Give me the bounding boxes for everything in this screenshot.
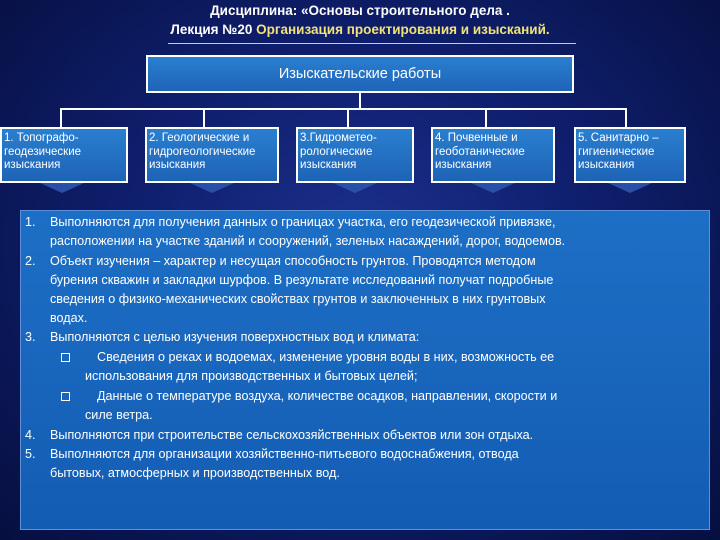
box-notch: [608, 183, 652, 193]
box-notch: [333, 183, 377, 193]
lecture-title: [0, 21, 720, 39]
connector-drop-2: [203, 108, 205, 127]
item-text: Выполняются с целью изучения поверхностных вод и климата:: [50, 330, 420, 344]
lecture-number: Лекция №20: [170, 22, 253, 37]
category-line: геоботанические: [435, 145, 525, 158]
category-topographic-geodetic: [0, 127, 128, 183]
connector-drop-5: [625, 108, 627, 127]
box-notch: [190, 183, 234, 193]
category-line: 4. Почвенные и: [435, 132, 518, 144]
subitem-text: силе ветра.: [85, 408, 153, 422]
category-line: 3.Гидрометео-: [300, 132, 377, 144]
lecture-topic: Организация проектирования и изысканий.: [256, 22, 550, 37]
category-line: рологические: [300, 145, 373, 158]
category-line: гигиенические: [578, 145, 655, 158]
item-number: 3.: [25, 330, 36, 344]
connector-drop-4: [485, 108, 487, 127]
category-line: изыскания: [435, 159, 492, 171]
connector-drop-1: [60, 108, 62, 127]
item-number: 2.: [25, 254, 36, 268]
item-text: бытовых, атмосферных и производственных вод.: [50, 466, 340, 480]
item-text: сведения о физико-механических свойствах грунтов и заключенных в них грунтовых: [50, 292, 546, 306]
connector-root-stem: [359, 93, 361, 109]
root-node-survey-works: [146, 55, 574, 93]
connector-drop-3: [347, 108, 349, 127]
item-text: Выполняются при строительстве сельскохозяйственных объектов или зон отдыха.: [50, 428, 534, 442]
checkbox-bullet-icon: [61, 353, 70, 362]
item-text: бурения скважин и закладки шурфов. В результате исследований получат подробные: [50, 273, 554, 287]
category-line: изыскания: [149, 159, 206, 171]
category-soil-geobotanical: [431, 127, 555, 183]
root-node-label: Изыскательские работы: [278, 66, 442, 82]
item-number: 5.: [25, 447, 36, 461]
subitem-text: Данные о температуре воздуха, количестве осадков, направлении, скорости и: [97, 389, 558, 403]
header-underline: [168, 43, 576, 44]
item-text: Объект изучения – характер и несущая способность грунтов. Проводятся методом: [50, 254, 536, 268]
category-hydrometeorological: [296, 127, 414, 183]
description-panel: [20, 210, 710, 530]
category-line: 5. Санитарно –: [578, 132, 659, 144]
item-text: Выполняются для организации хозяйственно-питьевого водоснабжения, отвода: [50, 447, 519, 461]
category-line: геодезические: [4, 145, 82, 158]
subitem-text: использования для производственных и бытовых целей;: [85, 369, 418, 383]
item-text: Выполняются для получения данных о границах участка, его геодезической привязке,: [50, 215, 556, 229]
category-line: изыскания: [4, 159, 61, 171]
category-line: 2. Геологические и: [149, 132, 250, 144]
category-line: 1. Топографо-: [4, 132, 79, 144]
category-line: изыскания: [578, 159, 635, 171]
category-line: изыскания: [300, 159, 357, 171]
item-text: расположении на участке зданий и сооружений, зеленых насаждений, дорог, водоемов.: [50, 234, 566, 248]
item-text: водах.: [50, 311, 88, 325]
box-notch: [40, 183, 84, 193]
category-line: гидрогеологические: [149, 145, 256, 158]
discipline-title: Дисциплина: «Основы строительного дела .: [210, 3, 510, 18]
connector-horizontal-bar: [60, 108, 627, 110]
category-sanitary-hygienic: [574, 127, 686, 183]
checkbox-bullet-icon: [61, 392, 70, 401]
item-number: 1.: [25, 215, 36, 229]
item-number: 4.: [25, 428, 36, 442]
category-geological: [145, 127, 279, 183]
box-notch: [471, 183, 515, 193]
subitem-text: Сведения о реках и водоемах, изменение уровня воды в них, возможность ее: [97, 350, 555, 364]
